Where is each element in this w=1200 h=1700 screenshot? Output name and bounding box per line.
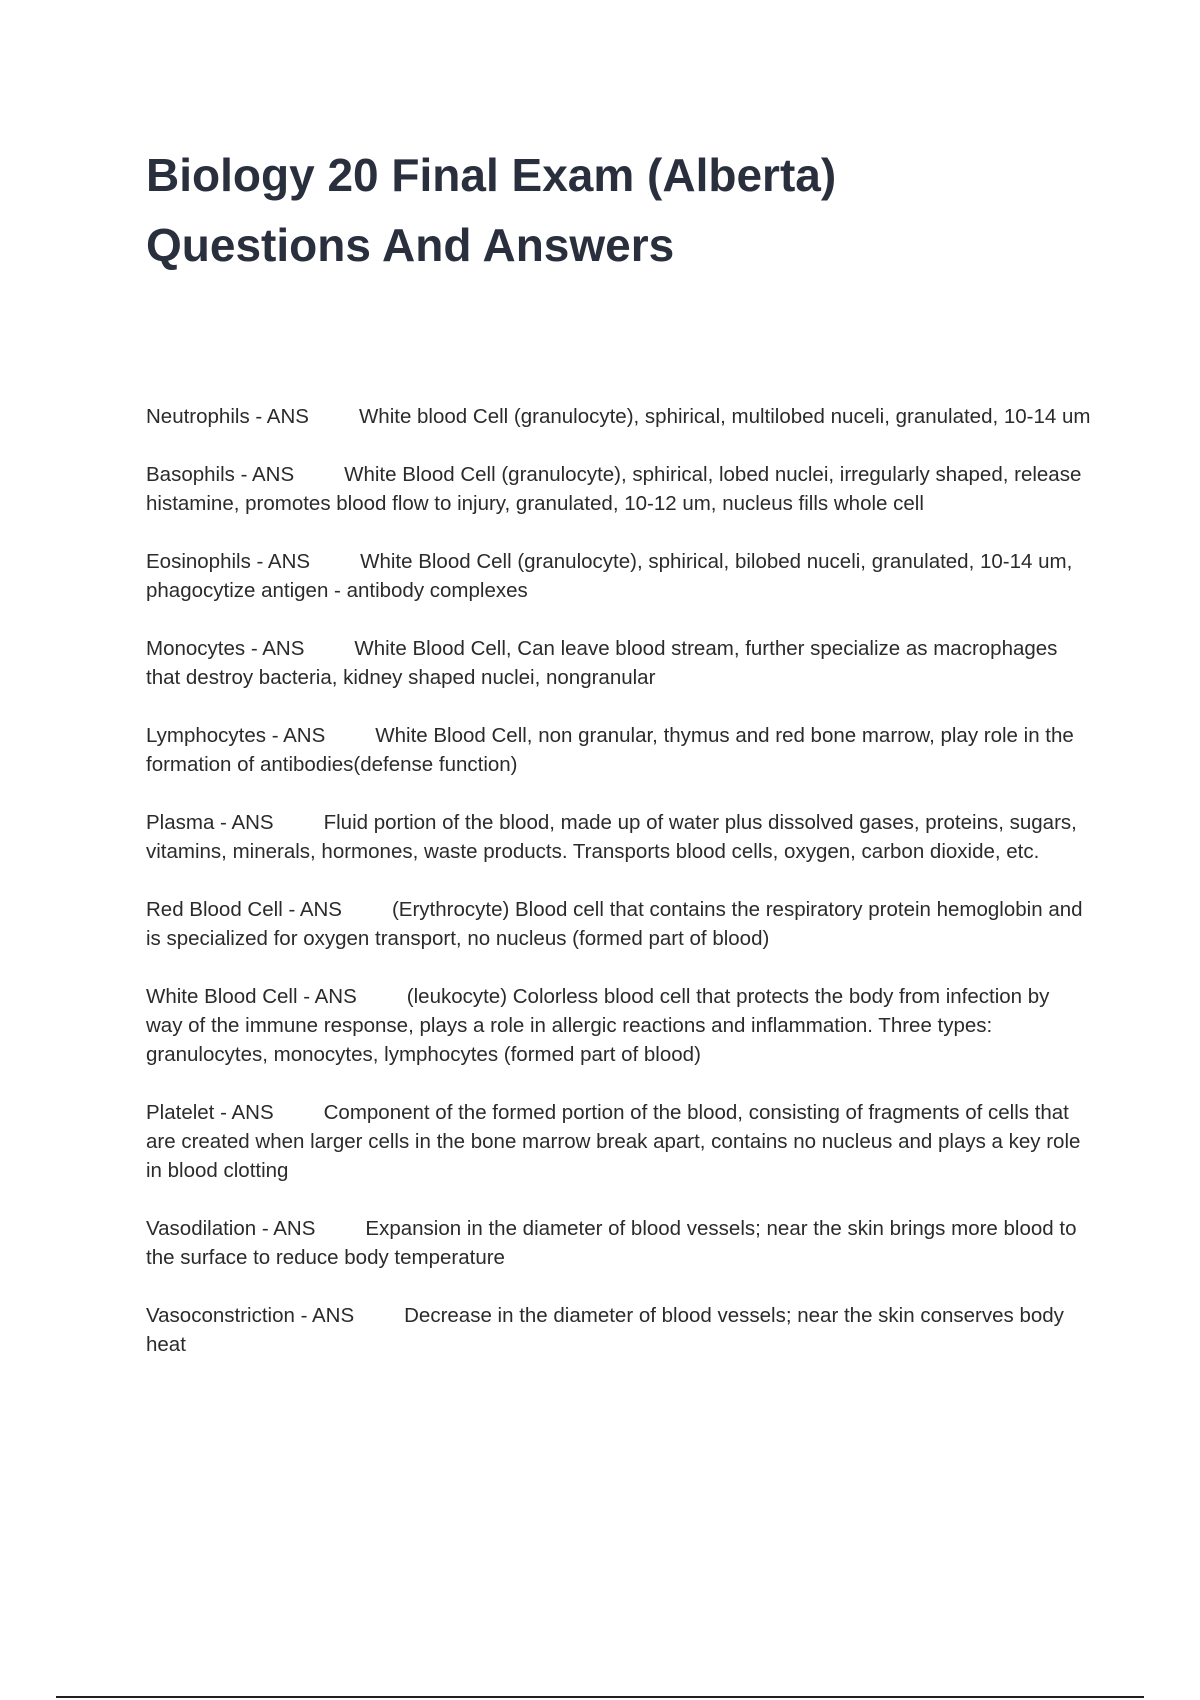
qa-answer: (Erythrocyte) Blood cell that contains the respiratory protein hemoglobin and is specialized for oxygen transport, no nucleus (formed part of blood): [146, 898, 1083, 950]
qa-list: [146, 402, 1091, 1388]
qa-answer: Fluid portion of the blood, made up of water plus dissolved gases, proteins, sugars, vitamins, minerals, hormones, waste products. Transports blood cells, oxygen, carbon dioxide, etc.: [146, 811, 1077, 863]
title-line-2: Questions And Answers: [146, 219, 675, 271]
qa-term: Monocytes - ANS: [146, 637, 305, 660]
qa-term: Neutrophils - ANS: [146, 405, 309, 428]
qa-term: Vasoconstriction - ANS: [146, 1304, 355, 1327]
qa-item: [146, 547, 1091, 605]
qa-answer: White blood Cell (granulocyte), sphirical, multilobed nuceli, granulated, 10-14 um: [358, 405, 1091, 428]
qa-item: [146, 634, 1091, 692]
title-line-1: Biology 20 Final Exam (Alberta): [146, 149, 837, 201]
qa-answer: White Blood Cell (granulocyte), sphirical, bilobed nuceli, granulated, 10-14 um, phagocytize antigen - antibody complexes: [146, 550, 1073, 602]
qa-answer: Component of the formed portion of the blood, consisting of fragments of cells that are created when larger cells in the bone marrow break apart, contains no nucleus and plays a key role in blood clotting: [146, 1101, 1081, 1182]
qa-item: [146, 1098, 1091, 1185]
qa-item: [146, 1301, 1091, 1359]
qa-answer: Expansion in the diameter of blood vessels; near the skin brings more blood to the surface to reduce body temperature: [146, 1217, 1077, 1269]
qa-term: White Blood Cell - ANS: [146, 985, 357, 1008]
qa-item: [146, 808, 1091, 866]
qa-term: Plasma - ANS: [146, 811, 274, 834]
qa-term: Lymphocytes - ANS: [146, 724, 326, 747]
document-title: [146, 140, 1106, 280]
qa-item: [146, 721, 1091, 779]
qa-item: [146, 982, 1091, 1069]
qa-term: Basophils - ANS: [146, 463, 295, 486]
qa-term: Platelet - ANS: [146, 1101, 274, 1124]
qa-answer: White Blood Cell (granulocyte), sphirical, lobed nuclei, irregularly shaped, release histamine, promotes blood flow to injury, granulated, 10-12 um, nucleus fills whole cell: [146, 463, 1082, 515]
qa-answer: White Blood Cell, non granular, thymus and red bone marrow, play role in the formation of antibodies(defense function): [146, 724, 1074, 776]
qa-term: Vasodilation - ANS: [146, 1217, 316, 1240]
qa-item: [146, 895, 1091, 953]
qa-item: [146, 402, 1091, 431]
qa-answer: Decrease in the diameter of blood vessels; near the skin conserves body heat: [146, 1304, 1064, 1356]
qa-item: [146, 1214, 1091, 1272]
qa-item: [146, 460, 1091, 518]
qa-answer: (leukocyte) Colorless blood cell that protects the body from infection by way of the immune response, plays a role in allergic reactions and inflammation. Three types: granulocytes, monocytes, lymphocytes (formed part of blood): [146, 985, 1050, 1066]
qa-answer: White Blood Cell, Can leave blood stream, further specialize as macrophages that destroy bacteria, kidney shaped nuclei, nongranular: [146, 637, 1058, 689]
qa-term: Red Blood Cell - ANS: [146, 898, 342, 921]
page-bottom-divider: [56, 1696, 1144, 1698]
qa-term: Eosinophils - ANS: [146, 550, 311, 573]
